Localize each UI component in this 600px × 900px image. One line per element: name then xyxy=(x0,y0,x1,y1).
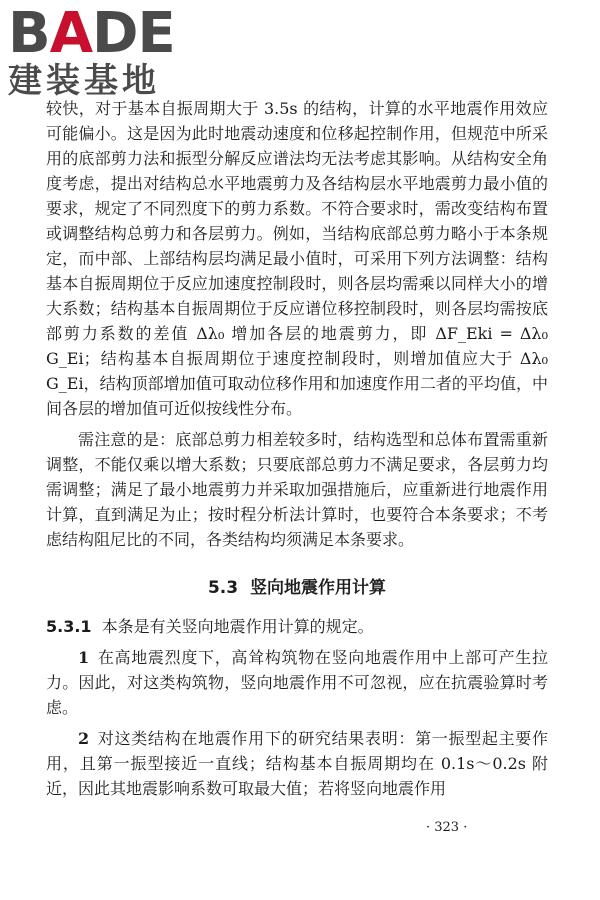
section-title: 竖向地震作用计算 xyxy=(250,578,387,598)
logo-wordmark: BADE xyxy=(8,1,175,66)
logo-subtitle: 建装基地 xyxy=(8,61,160,101)
logo-accent-letter: A xyxy=(49,1,93,66)
section-number: 5.3 xyxy=(207,578,239,598)
paragraph-continued: 较快，对于基本自振周期大于 3.5s 的结构，计算的水平地震作用效应可能偏小。这是因为此时地震动速度和位移起控制作用，但规范中所采用的底部剪力法和振型分解反应谱法均无法考虑其影响。从结构安全角度考虑，提出对结构总水平地震剪力及各结构层水平地震剪力最小值的要求，规定了不同烈度下的剪力系数。不符合要求时，需改变结构布置或调整结构总剪力和各层剪力。例如，当结构底部总剪力略小于本条规定，而中部、上部结构层均满足最小值时，可采用下列方法调整：结构基本自振周期位于反应加速度控制段时，则各层均需乘以同样大小的增大系数；结构基本自振周期位于反应谱位移控制段时，则各层均需按底部剪力系数的差值 Δλ₀ 增加各层的地震剪力，即 ΔF_Eki = Δλ₀ G_Ei；结构基本自振周期位于速度控制段时，则增加值应大于 Δλ₀ G_Ei，结构顶部增加值可取动位移作用和加速度作用二者的平均值，中间各层的增加值可近似按线性分布。 xyxy=(46,99,548,418)
page-body xyxy=(46,96,548,801)
page-number: · 323 · xyxy=(426,820,468,835)
logo xyxy=(8,1,175,101)
section-heading xyxy=(46,577,548,599)
item-number: 1 xyxy=(78,648,90,667)
item-number: 2 xyxy=(78,729,90,748)
item-text: 在高地震烈度下，高耸构筑物在竖向地震作用中上部可产生拉力。因此，对这类构筑物，竖向地震作用不可忽视，应在抗震验算时考虑。 xyxy=(46,648,548,717)
paragraph-note: 需注意的是：底部总剪力相差较多时，结构选型和总体布置需重新调整，不能仅乘以增大系数；只要底部总剪力不满足要求，各层剪力均需调整；满足了最小地震剪力并采取加强措施后，应重新进行地震作用计算，直到满足为止；按时程分析法计算时，也要符合本条要求；不考虑结构阻尼比的不同，各类结构均须满足本条要求。 xyxy=(46,430,548,549)
clause-text: 本条是有关竖向地震作用计算的规定。 xyxy=(101,617,374,636)
item-text: 对这类结构在地震作用下的研究结果表明：第一振型起主要作用，且第一振型接近一直线；结构基本自振周期均在 0.1s～0.2s 附近，因此其地震影响系数可取最大值；若将竖向地震作用 xyxy=(46,729,548,798)
clause-5-3-1 xyxy=(46,614,548,639)
clause-number: 5.3.1 xyxy=(46,617,92,636)
list-item-2 xyxy=(46,726,548,801)
list-item-1 xyxy=(46,645,548,720)
